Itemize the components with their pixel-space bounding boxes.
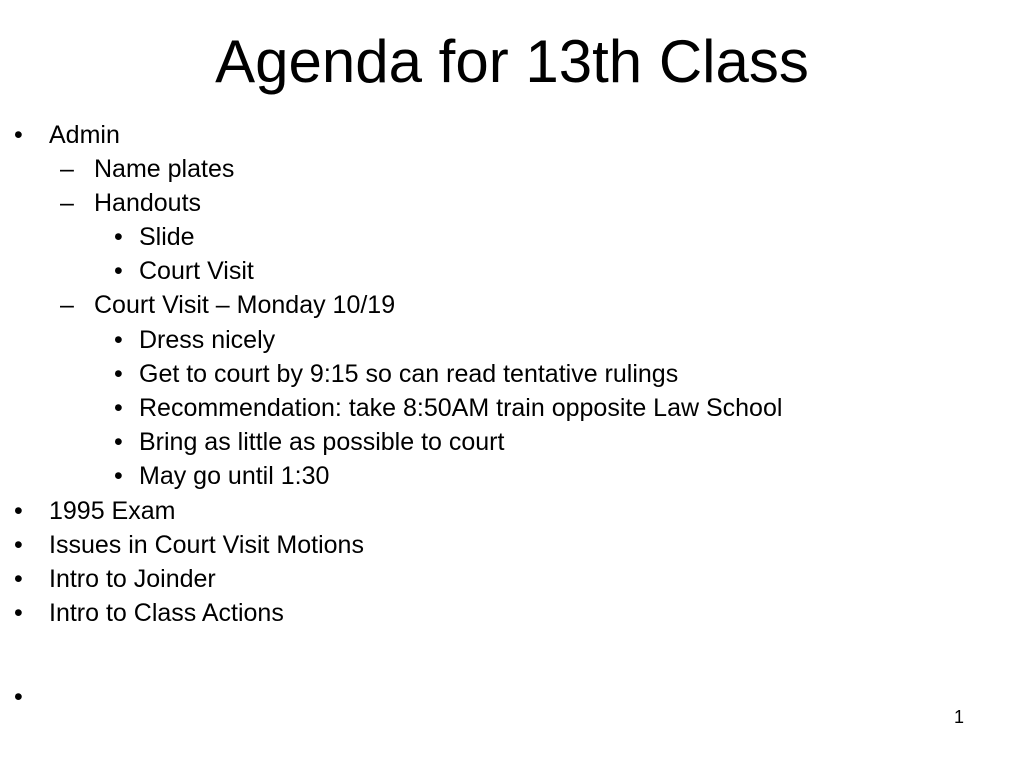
list-item-get-to-court <box>114 359 679 389</box>
slide-title: Agenda for 13th Class <box>215 28 809 95</box>
list-item-slide <box>114 222 195 252</box>
dash-marker: – <box>60 155 74 183</box>
list-item-handouts <box>60 188 202 218</box>
list-item-text: Recommendation: take 8:50AM train opposite Law School <box>139 394 783 422</box>
list-item-name-plates <box>60 154 235 184</box>
bullet-marker: • <box>14 121 23 149</box>
list-item-text: Court Visit <box>139 257 254 285</box>
list-item-issues-motions <box>14 530 364 560</box>
list-item-text: Get to court by 9:15 so can read tentative rulings <box>139 360 679 388</box>
list-item-may-go-until <box>114 461 330 491</box>
bullet-marker: • <box>14 599 23 627</box>
bullet-marker: • <box>14 497 23 525</box>
list-item-court-visit-monday <box>60 290 396 320</box>
list-item-text: Issues in Court Visit Motions <box>49 531 364 559</box>
list-item-1995-exam <box>14 496 176 526</box>
list-item-text: Bring as little as possible to court <box>139 428 505 456</box>
list-item-text: Name plates <box>94 155 235 183</box>
list-item-intro-joinder <box>14 564 216 594</box>
list-item-text: Intro to Class Actions <box>49 599 284 627</box>
list-item-admin <box>14 120 120 150</box>
bullet-marker: • <box>14 683 23 711</box>
page-number: 1 <box>953 707 964 727</box>
list-item-recommendation <box>114 393 783 423</box>
bullet-marker: • <box>14 565 23 593</box>
list-item-text: 1995 Exam <box>49 497 176 525</box>
bullet-marker: • <box>14 531 23 559</box>
dash-marker: – <box>60 189 74 217</box>
bullet-marker: • <box>114 462 123 490</box>
dash-marker: – <box>60 291 74 319</box>
list-item-text: Admin <box>49 121 120 149</box>
list-item-dress-nicely <box>114 325 276 355</box>
bullet-marker: • <box>114 257 123 285</box>
list-item-text: Dress nicely <box>139 326 276 354</box>
bullet-marker: • <box>114 326 123 354</box>
bullet-marker: • <box>114 360 123 388</box>
list-item-text: Handouts <box>94 189 202 217</box>
list-item-text: Court Visit – Monday 10/19 <box>94 291 396 319</box>
bullet-marker: • <box>114 223 123 251</box>
list-item-text: May go until 1:30 <box>139 462 330 490</box>
list-item-intro-class-actions <box>14 598 284 628</box>
list-item-text: Intro to Joinder <box>49 565 216 593</box>
bullet-marker: • <box>114 394 123 422</box>
bullet-marker: • <box>114 428 123 456</box>
list-item-text: Slide <box>139 223 195 251</box>
list-item-bring-little <box>114 427 505 457</box>
list-item-court-visit-handout <box>114 256 254 286</box>
